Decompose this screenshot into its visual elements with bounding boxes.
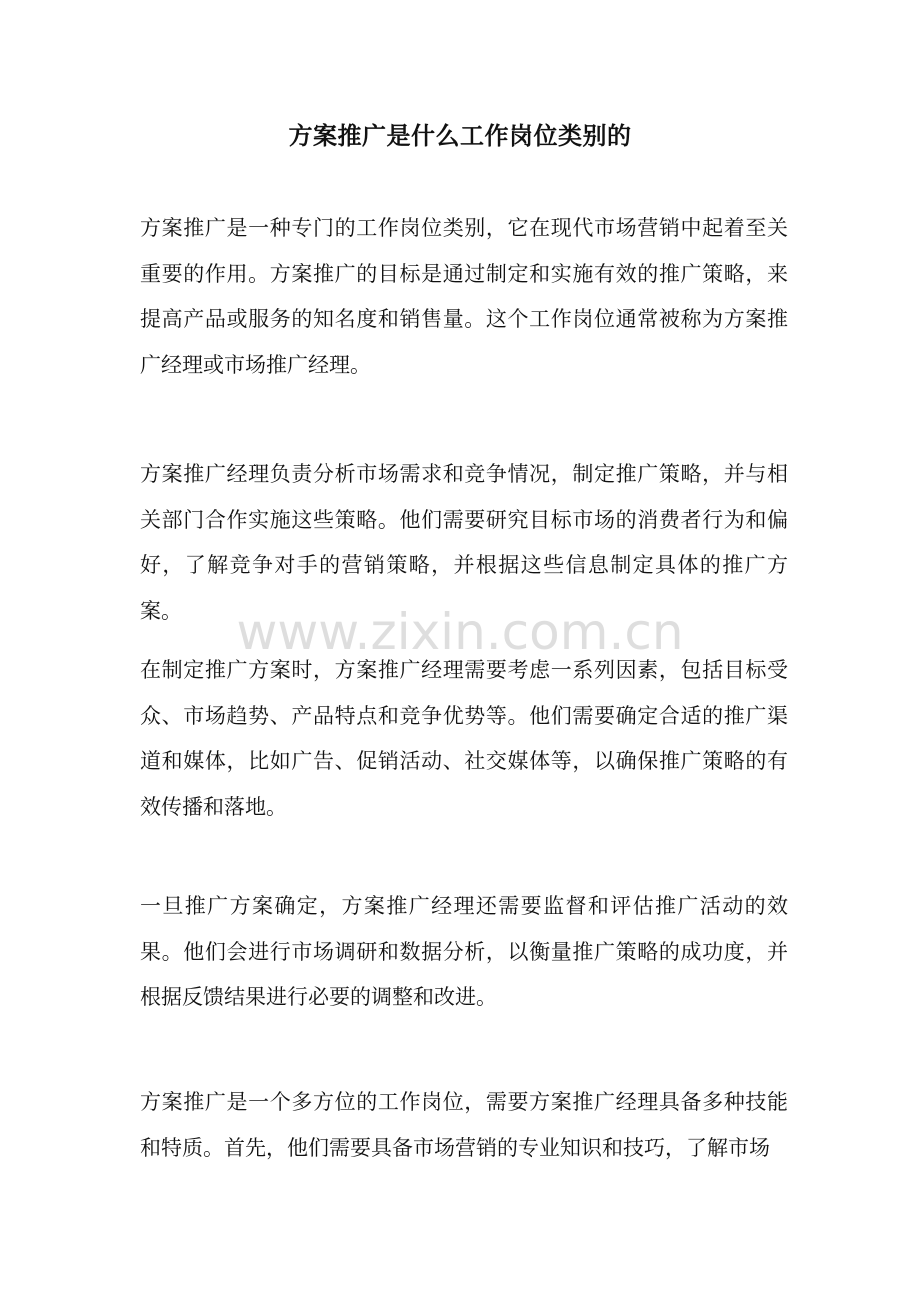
paragraph-3: 在制定推广方案时，方案推广经理需要考虑一系列因素，包括目标受众、市场趋势、产品特点和竞争优势等。他们需要确定合适的推广渠道和媒体，比如广告、促销活动、社交媒体等，以确保推广策略的有效传播和落地。: [140, 658, 788, 819]
paragraph-4: 一旦推广方案确定，方案推广经理还需要监督和评估推广活动的效果。他们会进行市场调研和数据分析，以衡量推广策略的成功度，并根据反馈结果进行必要的调整和改进。: [140, 894, 788, 1009]
document-title: 方案推广是什么工作岗位类别的: [288, 122, 632, 150]
paragraph-5: 方案推广是一个多方位的工作岗位，需要方案推广经理具备多种技能和特质。首先，他们需要具备市场营销的专业知识和技巧，了解市场: [140, 1090, 788, 1160]
watermark: www.zixin.com.cn: [236, 603, 684, 661]
paragraph-2: 方案推广经理负责分析市场需求和竞争情况，制定推广策略，并与相关部门合作实施这些策略。他们需要研究目标市场的消费者行为和偏好，了解竞争对手的营销策略，并根据这些信息制定具体的推广方案。: [140, 462, 788, 623]
paragraph-1: 方案推广是一种专门的工作岗位类别，它在现代市场营销中起着至关重要的作用。方案推广的目标是通过制定和实施有效的推广策略，来提高产品或服务的知名度和销售量。这个工作岗位通常被称为方案推广经理或市场推广经理。: [140, 216, 788, 377]
